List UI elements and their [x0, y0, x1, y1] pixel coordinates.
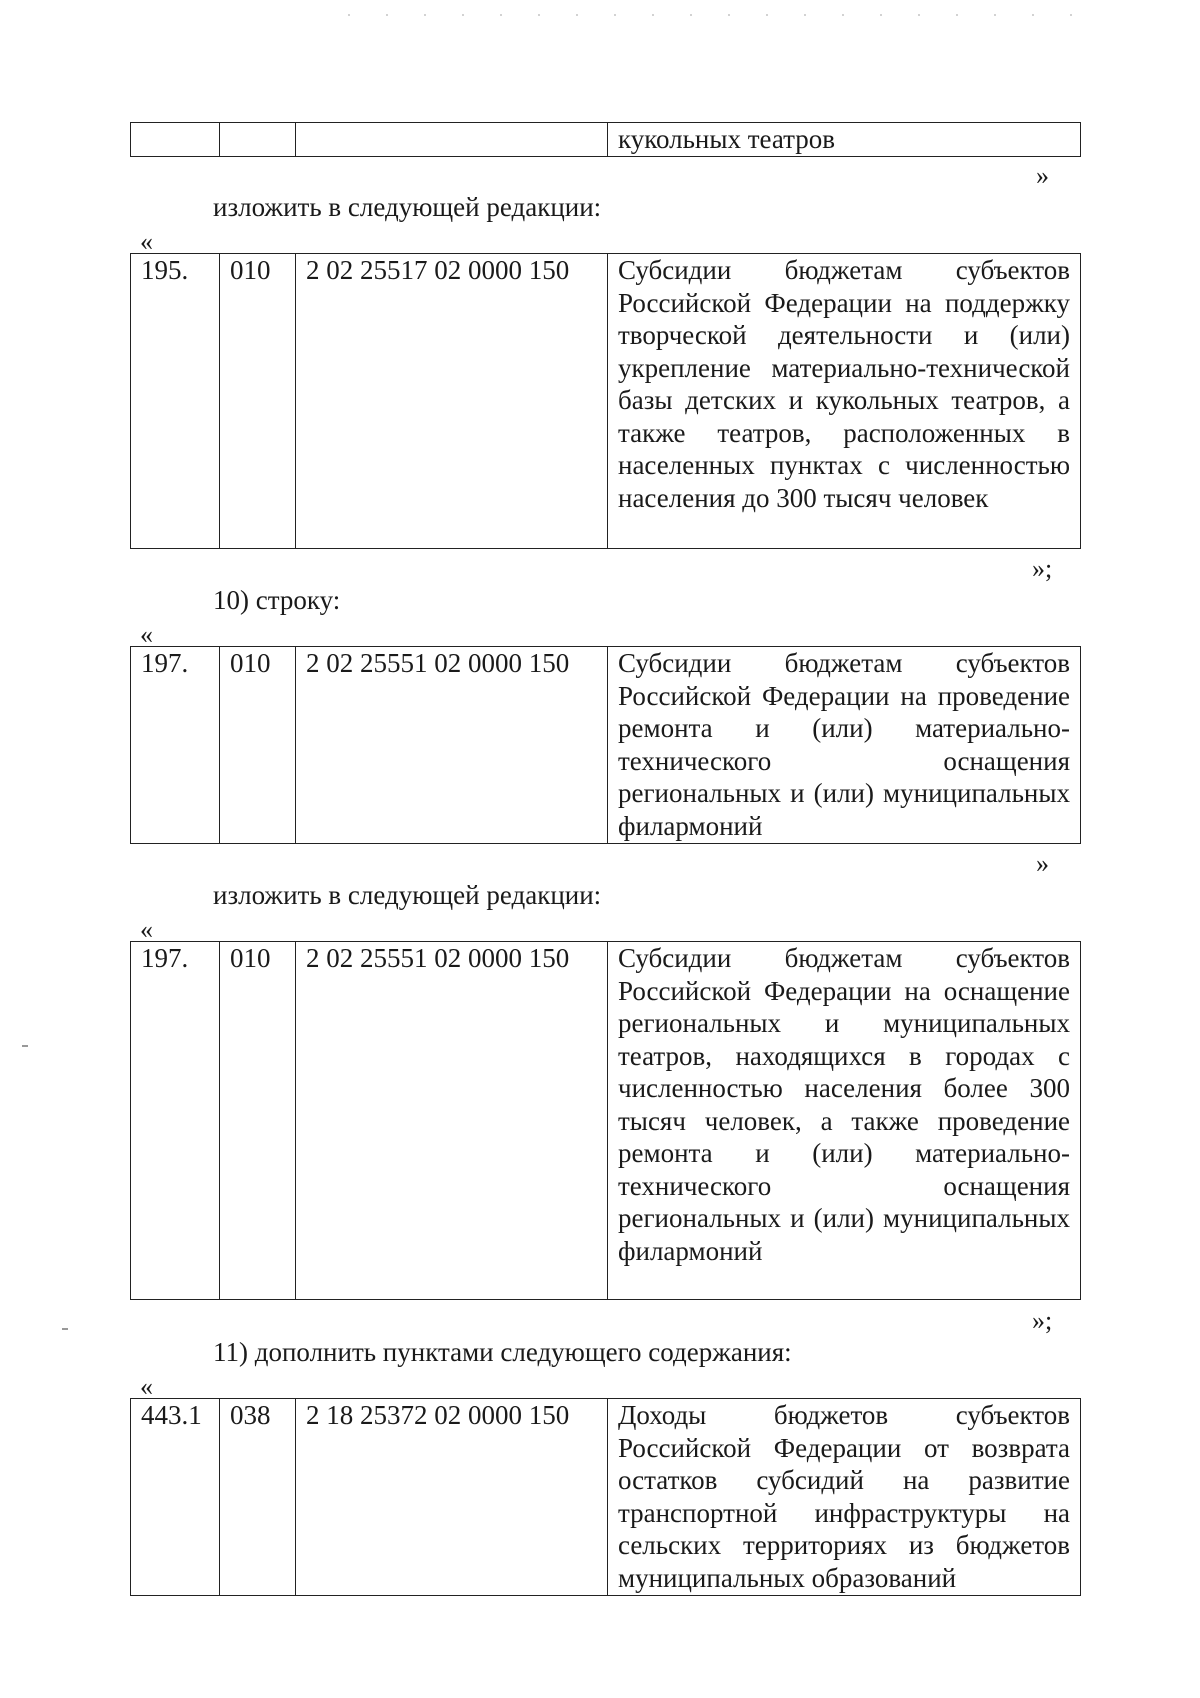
cell-revenue-name [608, 647, 1081, 844]
cell-revenue-name-text: кукольных театров [618, 124, 836, 154]
table-row-195 [130, 253, 1081, 549]
opening-quote: « [140, 620, 153, 649]
cell-revenue-code: 2 02 25551 02 0000 150 [296, 942, 608, 1300]
closing-quote: »; [1032, 554, 1053, 583]
cell-revenue-code: 2 02 25551 02 0000 150 [296, 647, 608, 844]
closing-quote: »; [1032, 1306, 1053, 1335]
margin-mark [62, 1328, 68, 1330]
cell-admin-code: 038 [220, 1399, 296, 1596]
table-row [131, 942, 1081, 1300]
cell-revenue-name-text: Субсидии бюджетам субъектов Российской Федерации на поддержку творческой деятельности и (или) укрепление материально-технической базы детских и кукольных театров, а также театров, расположенных в населенных пунктах с численностью населения до 300 тысяч человек [618, 255, 1070, 513]
table-row [131, 123, 1081, 157]
cell-revenue-name [608, 942, 1081, 1300]
cell-admin-code: 010 [220, 647, 296, 844]
cell-number: 197. [131, 647, 220, 844]
cell-admin-code: 010 [220, 942, 296, 1300]
cell-revenue-code: 2 18 25372 02 0000 150 [296, 1399, 608, 1596]
instruction-paragraph: 10) строку: [213, 585, 341, 615]
cell-revenue-name-text: Доходы бюджетов субъектов Российской Федерации от возврата остатков субсидий на развитие транспортной инфраструктуры на сельских территориях из бюджетов муниципальных образований [618, 1400, 1070, 1593]
table-row [131, 1399, 1081, 1596]
table-row-197-old [130, 646, 1081, 844]
cell-admin-code: 010 [220, 254, 296, 549]
table-row-443-1 [130, 1398, 1081, 1596]
opening-quote: « [140, 227, 153, 256]
cell-revenue-name-text: Субсидии бюджетам субъектов Российской Федерации на проведение ремонта и (или) материально-технического оснащения региональных и (или) муниципальных филармоний [618, 648, 1070, 841]
cell-revenue-name [608, 123, 1081, 157]
cell-number [131, 123, 220, 157]
table-top-fragment [130, 122, 1081, 157]
closing-quote: » [1036, 161, 1049, 190]
instruction-paragraph: изложить в следующей редакции: [213, 880, 602, 910]
instruction-paragraph: изложить в следующей редакции: [213, 192, 602, 222]
opening-quote: « [140, 1372, 153, 1401]
cell-admin-code [220, 123, 296, 157]
table-row [131, 254, 1081, 549]
cell-revenue-name [608, 254, 1081, 549]
margin-mark [22, 1045, 28, 1047]
scan-artifact-dots [330, 14, 1090, 16]
instruction-paragraph: 11) дополнить пунктами следующего содержания: [213, 1337, 792, 1367]
cell-number: 197. [131, 942, 220, 1300]
cell-revenue-code [296, 123, 608, 157]
table-row [131, 647, 1081, 844]
table-row-197-new [130, 941, 1081, 1300]
cell-revenue-name [608, 1399, 1081, 1596]
cell-revenue-name-text: Субсидии бюджетам субъектов Российской Федерации на оснащение региональных и муниципальных театров, находящихся в городах с численностью населения более 300 тысяч человек, а также проведение ремонта и (или) материально-технического оснащения региональных и (или) муниципальных филармоний [618, 943, 1070, 1266]
closing-quote: » [1036, 849, 1049, 878]
cell-revenue-code: 2 02 25517 02 0000 150 [296, 254, 608, 549]
cell-number: 195. [131, 254, 220, 549]
opening-quote: « [140, 915, 153, 944]
cell-number: 443.1 [131, 1399, 220, 1596]
